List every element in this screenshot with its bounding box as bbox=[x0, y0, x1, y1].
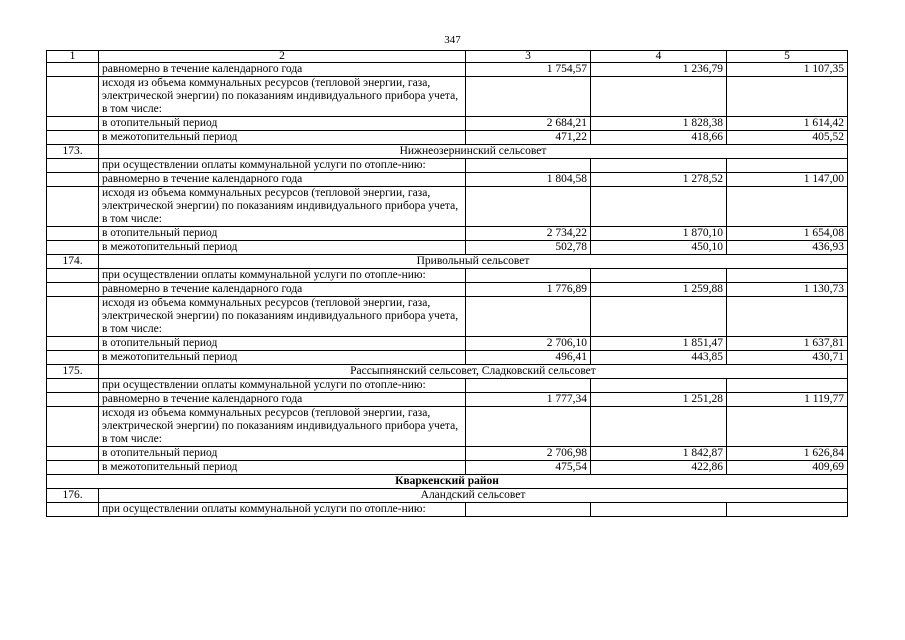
column-header-3: 3 bbox=[466, 51, 591, 63]
table-row bbox=[47, 379, 848, 393]
value-cell-4 bbox=[591, 379, 727, 393]
row-label: при осуществлении оплаты коммунальной услуги по отопле-нию: bbox=[99, 269, 466, 283]
value-cell-5: 1 107,35 bbox=[727, 63, 848, 77]
value-cell-3: 471,22 bbox=[466, 131, 591, 145]
section-row bbox=[47, 255, 848, 269]
row-label: исходя из объема коммунальных ресурсов (тепловой энергии, газа, электрической энергии) по показаниям индивидуального прибора учета, в том числе: bbox=[99, 187, 466, 227]
value-cell-4 bbox=[591, 187, 727, 227]
table-row bbox=[47, 159, 848, 173]
table-row bbox=[47, 241, 848, 255]
row-label: равномерно в течение календарного года bbox=[99, 173, 466, 187]
value-cell-3 bbox=[466, 297, 591, 337]
table-row bbox=[47, 283, 848, 297]
value-cell-4: 1 236,79 bbox=[591, 63, 727, 77]
row-number-cell bbox=[47, 503, 99, 517]
value-cell-3: 502,78 bbox=[466, 241, 591, 255]
value-cell-3 bbox=[466, 379, 591, 393]
section-title: Нижнеозернинский сельсовет bbox=[99, 145, 848, 159]
row-number-cell bbox=[47, 297, 99, 337]
value-cell-5: 1 626,84 bbox=[727, 447, 848, 461]
value-cell-5: 1 654,08 bbox=[727, 227, 848, 241]
table-row bbox=[47, 269, 848, 283]
section-title: Рассыпнянский сельсовет, Сладковский сельсовет bbox=[99, 365, 848, 379]
value-cell-4: 422,86 bbox=[591, 461, 727, 475]
value-cell-3 bbox=[466, 407, 591, 447]
table-row bbox=[47, 227, 848, 241]
row-number-cell bbox=[47, 461, 99, 475]
row-number-cell bbox=[47, 63, 99, 77]
value-cell-5 bbox=[727, 159, 848, 173]
value-cell-3: 1 777,34 bbox=[466, 393, 591, 407]
row-label: равномерно в течение календарного года bbox=[99, 393, 466, 407]
row-label: исходя из объема коммунальных ресурсов (тепловой энергии, газа, электрической энергии) по показаниям индивидуального прибора учета, в том числе: bbox=[99, 77, 466, 117]
row-number-cell bbox=[47, 241, 99, 255]
row-label: исходя из объема коммунальных ресурсов (тепловой энергии, газа, электрической энергии) по показаниям индивидуального прибора учета, в том числе: bbox=[99, 297, 466, 337]
row-number-cell bbox=[47, 187, 99, 227]
value-cell-4: 1 251,28 bbox=[591, 393, 727, 407]
row-label: при осуществлении оплаты коммунальной услуги по отопле-нию: bbox=[99, 379, 466, 393]
row-number-cell bbox=[47, 379, 99, 393]
value-cell-5 bbox=[727, 187, 848, 227]
value-cell-4: 1 828,38 bbox=[591, 117, 727, 131]
value-cell-3: 1 776,89 bbox=[466, 283, 591, 297]
value-cell-4: 1 278,52 bbox=[591, 173, 727, 187]
section-number: 176. bbox=[47, 489, 99, 503]
table-row bbox=[47, 351, 848, 365]
row-label: при осуществлении оплаты коммунальной услуги по отопле-нию: bbox=[99, 159, 466, 173]
row-number-cell bbox=[47, 283, 99, 297]
row-label: исходя из объема коммунальных ресурсов (тепловой энергии, газа, электрической энергии) по показаниям индивидуального прибора учета, в том числе: bbox=[99, 407, 466, 447]
section-number: 175. bbox=[47, 365, 99, 379]
table-row bbox=[47, 393, 848, 407]
table-row bbox=[47, 461, 848, 475]
value-cell-5: 405,52 bbox=[727, 131, 848, 145]
row-label: равномерно в течение календарного года bbox=[99, 63, 466, 77]
value-cell-4 bbox=[591, 407, 727, 447]
row-number-cell bbox=[47, 173, 99, 187]
value-cell-5: 1 614,42 bbox=[727, 117, 848, 131]
row-number-cell bbox=[47, 131, 99, 145]
row-label: в межотопительный период bbox=[99, 461, 466, 475]
row-number-cell bbox=[47, 159, 99, 173]
column-header-1: 1 bbox=[47, 51, 99, 63]
value-cell-5 bbox=[727, 503, 848, 517]
value-cell-5: 1 119,77 bbox=[727, 393, 848, 407]
value-cell-5: 430,71 bbox=[727, 351, 848, 365]
row-label: в отопительный период bbox=[99, 337, 466, 351]
value-cell-4: 450,10 bbox=[591, 241, 727, 255]
table-row bbox=[47, 131, 848, 145]
header-row bbox=[47, 51, 848, 63]
value-cell-3: 2 706,98 bbox=[466, 447, 591, 461]
table-row bbox=[47, 503, 848, 517]
value-cell-3: 2 734,22 bbox=[466, 227, 591, 241]
row-label: в межотопительный период bbox=[99, 241, 466, 255]
section-row bbox=[47, 489, 848, 503]
row-number-cell bbox=[47, 77, 99, 117]
value-cell-4: 1 842,87 bbox=[591, 447, 727, 461]
value-cell-4 bbox=[591, 503, 727, 517]
value-cell-5: 1 130,73 bbox=[727, 283, 848, 297]
value-cell-3: 2 684,21 bbox=[466, 117, 591, 131]
row-number-cell bbox=[47, 393, 99, 407]
row-number-cell bbox=[47, 269, 99, 283]
value-cell-5 bbox=[727, 269, 848, 283]
value-cell-3 bbox=[466, 503, 591, 517]
value-cell-3 bbox=[466, 77, 591, 117]
section-row bbox=[47, 145, 848, 159]
row-label: в межотопительный период bbox=[99, 131, 466, 145]
section-title: Аландский сельсовет bbox=[99, 489, 848, 503]
row-label: в отопительный период bbox=[99, 227, 466, 241]
row-label: равномерно в течение календарного года bbox=[99, 283, 466, 297]
column-header-5: 5 bbox=[727, 51, 848, 63]
value-cell-4: 1 870,10 bbox=[591, 227, 727, 241]
value-cell-3: 2 706,10 bbox=[466, 337, 591, 351]
value-cell-3: 1 804,58 bbox=[466, 173, 591, 187]
tariff-table bbox=[46, 50, 848, 517]
table-row bbox=[47, 117, 848, 131]
value-cell-3 bbox=[466, 187, 591, 227]
row-label: при осуществлении оплаты коммунальной услуги по отопле-нию: bbox=[99, 503, 466, 517]
page-number: 347 bbox=[444, 34, 461, 46]
row-number-cell bbox=[47, 337, 99, 351]
value-cell-4: 1 851,47 bbox=[591, 337, 727, 351]
value-cell-3 bbox=[466, 269, 591, 283]
row-label: в межотопительный период bbox=[99, 351, 466, 365]
table-row bbox=[47, 63, 848, 77]
row-number-cell bbox=[47, 447, 99, 461]
value-cell-4 bbox=[591, 269, 727, 283]
value-cell-5 bbox=[727, 297, 848, 337]
value-cell-4 bbox=[591, 159, 727, 173]
column-header-2: 2 bbox=[99, 51, 466, 63]
value-cell-4 bbox=[591, 77, 727, 117]
column-header-4: 4 bbox=[591, 51, 727, 63]
value-cell-5 bbox=[727, 379, 848, 393]
value-cell-5: 1 147,00 bbox=[727, 173, 848, 187]
row-number-cell bbox=[47, 117, 99, 131]
value-cell-4: 443,85 bbox=[591, 351, 727, 365]
row-number-cell bbox=[47, 407, 99, 447]
table-row bbox=[47, 447, 848, 461]
value-cell-3: 475,54 bbox=[466, 461, 591, 475]
row-number-cell bbox=[47, 227, 99, 241]
value-cell-4 bbox=[591, 297, 727, 337]
table-body bbox=[47, 51, 848, 517]
value-cell-3 bbox=[466, 159, 591, 173]
district-row bbox=[47, 475, 848, 489]
row-label: в отопительный период bbox=[99, 117, 466, 131]
section-row bbox=[47, 365, 848, 379]
row-number-cell bbox=[47, 351, 99, 365]
table-row bbox=[47, 337, 848, 351]
value-cell-5 bbox=[727, 77, 848, 117]
value-cell-5 bbox=[727, 407, 848, 447]
table-row bbox=[47, 297, 848, 337]
table-row bbox=[47, 407, 848, 447]
table-row bbox=[47, 173, 848, 187]
section-number: 173. bbox=[47, 145, 99, 159]
section-title: Привольный сельсовет bbox=[99, 255, 848, 269]
value-cell-3: 1 754,57 bbox=[466, 63, 591, 77]
value-cell-4: 1 259,88 bbox=[591, 283, 727, 297]
value-cell-4: 418,66 bbox=[591, 131, 727, 145]
table-row bbox=[47, 77, 848, 117]
row-label: в отопительный период bbox=[99, 447, 466, 461]
value-cell-5: 1 637,81 bbox=[727, 337, 848, 351]
value-cell-3: 496,41 bbox=[466, 351, 591, 365]
value-cell-5: 409,69 bbox=[727, 461, 848, 475]
table-row bbox=[47, 187, 848, 227]
value-cell-5: 436,93 bbox=[727, 241, 848, 255]
section-number: 174. bbox=[47, 255, 99, 269]
district-title: Кваркенский район bbox=[47, 475, 848, 489]
